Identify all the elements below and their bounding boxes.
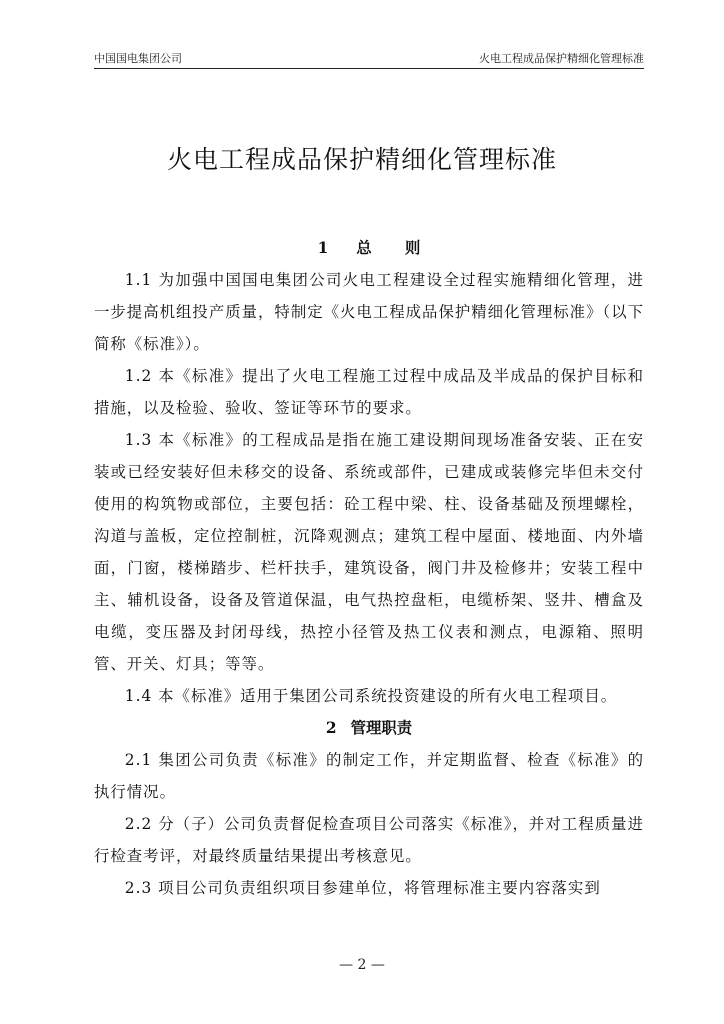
header-doc-title: 火电工程成品保护精细化管理标准	[479, 52, 644, 65]
section-title: 总 则	[356, 239, 435, 257]
section-title: 管理职责	[350, 719, 413, 737]
paragraph: 1.4 本《标准》适用于集团公司系统投资建设的所有火电工程项目。	[124, 687, 618, 705]
section-number: 2	[325, 719, 337, 737]
section-number: 1	[317, 239, 343, 257]
document-title: 火电工程成品保护精细化管理标准	[166, 145, 557, 174]
paragraph: 1.1 为加强中国国电集团公司火电工程建设全过程实施精细化管理，进一步提高机组投产质量，特制定《火电工程成品保护精细化管理标准》（以下简称《标准》）。	[94, 271, 644, 353]
section-heading	[94, 712, 644, 744]
page-number: — 2 —	[339, 957, 385, 973]
document-body	[94, 232, 644, 904]
section-heading	[94, 232, 644, 264]
paragraph: 1.2 本《标准》提出了火电工程施工过程中成品及半成品的保护目标和措施，以及检验、验收、签证等环节的要求。	[94, 367, 644, 417]
paragraph: 2.3 项目公司负责组织项目参建单位，将管理标准主要内容落实到	[124, 879, 601, 897]
header-org: 中国国电集团公司	[94, 52, 182, 65]
paragraph: 1.3 本《标准》的工程成品是指在施工建设期间现场准备安装、正在安装或已经安装好但未移交的设备、系统或部件，已建成或装修完毕但未交付使用的构筑物或部位，主要包括：砼工程中梁、柱、设备基础及预埋螺栓，沟道与盖板，定位控制桩，沉降观测点；建筑工程中屋面、楼地面、内外墙面，门窗，楼梯踏步、栏杆扶手，建筑设备，阀门井及检修井；安装工程中主、辅机设备，设备及管道保温，电气热控盘柜，电缆桥架、竖井、槽盒及电缆，变压器及封闭母线，热控小径管及热工仪表和测点，电源箱、照明管、开关、灯具；等等。	[94, 431, 644, 673]
page-header	[94, 46, 644, 69]
paragraph: 2.2 分（子）公司负责督促检查项目公司落实《标准》，并对工程质量进行检查考评，对最终质量结果提出考核意见。	[94, 815, 644, 865]
paragraph: 2.1 集团公司负责《标准》的制定工作，并定期监督、检查《标准》的执行情况。	[94, 751, 644, 801]
